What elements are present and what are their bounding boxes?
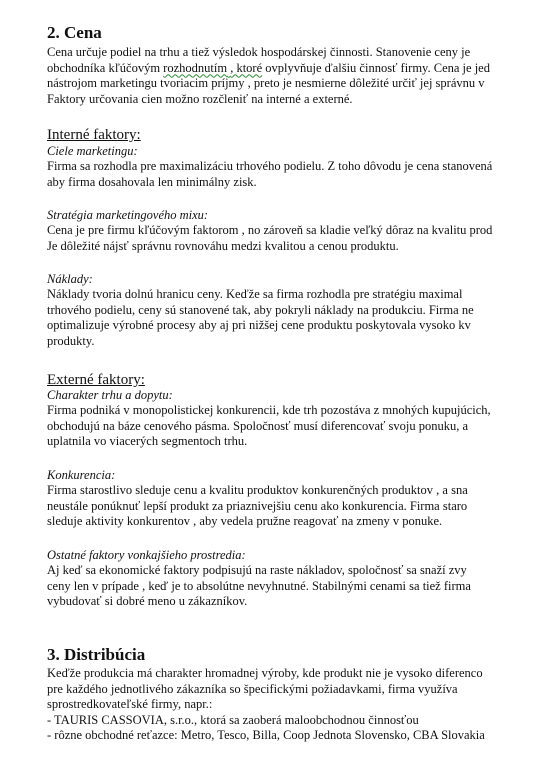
text-line: uplatnila vo viacerých segmentoch trhu. bbox=[47, 434, 248, 449]
marketing-goals-label: Ciele marketingu: bbox=[47, 144, 138, 158]
external-environment-block bbox=[47, 548, 545, 610]
text-line: Keďže produkcia má charakter hromadnej výroby, kde produkt nie je vysoko diferenco bbox=[47, 666, 483, 680]
price-intro-paragraph bbox=[47, 45, 545, 107]
text-line: aby firma dosahovala len minimálny zisk. bbox=[47, 174, 257, 189]
section-3-title bbox=[47, 645, 545, 665]
competition-label: Konkurencia: bbox=[47, 468, 116, 482]
marketing-mix-block bbox=[47, 208, 545, 254]
text-line: produkty. bbox=[47, 333, 95, 348]
text-line: sprostredkovateľské firmy, napr.: bbox=[47, 697, 213, 712]
text-span: obchodníka kľúčovým bbox=[47, 60, 164, 75]
text-line: pre každého jednotlivého zákazníka so špecifickými požiadavkami, firma využíva bbox=[47, 681, 458, 696]
text-line: Náklady tvoria dolnú hranicu ceny. Keďže sa firma rozhodla pre stratégiu maximal bbox=[47, 287, 463, 301]
costs-label: Náklady: bbox=[47, 272, 93, 286]
external-factors-heading: Externé faktory: bbox=[47, 372, 145, 388]
internal-factors-heading: Interné faktory: bbox=[47, 127, 141, 143]
text-line: Je dôležité nájsť správnu rovnováhu medzi kvalitou a cenou produktu. bbox=[47, 238, 399, 253]
text-line: trhového podielu, ceny sú stanovené tak, aby pokryli náklady na produkciu. Firma ne bbox=[47, 302, 474, 317]
text-line bbox=[47, 61, 545, 77]
grammar-flagged-word[interactable]: rozhodnutím bbox=[163, 60, 228, 75]
text-span: ovplyvňuje ďalšiu činnosť firmy. Cena je jed bbox=[262, 60, 490, 75]
marketing-goals-block bbox=[47, 144, 545, 190]
competition-block bbox=[47, 468, 545, 530]
grammar-flagged-word[interactable]: , ktoré bbox=[230, 60, 263, 75]
external-factors-heading-block bbox=[47, 371, 545, 389]
text-line: Faktory určovania cien možno rozčleniť na interné a externé. bbox=[47, 91, 353, 106]
section-3-heading: 3. Distribúcia bbox=[47, 645, 146, 664]
market-demand-block bbox=[47, 388, 545, 450]
list-item: - TAURIS CASSOVIA, s.r.o., ktorá sa zaoberá maloobchodnou činnosťou bbox=[47, 712, 419, 727]
text-line: Firma sa rozhodla pre maximalizáciu trhového podielu. Z toho dôvodu je cena stanovená bbox=[47, 159, 493, 173]
text-line: vybudovať si dobré meno u zákazníkov. bbox=[47, 594, 248, 609]
text-line: obchodujú na báze cenového pásma. Spoločnosť musí diferencovať svoju ponuku, a bbox=[47, 418, 468, 433]
text-line: sleduje aktivity konkurentov , aby vedela pružne reagovať na zmeny v ponuke. bbox=[47, 514, 443, 529]
text-line: Aj keď sa ekonomické faktory podpisujú na raste nákladov, spoločnosť sa snaží zvy bbox=[47, 563, 467, 577]
section-2-heading: 2. Cena bbox=[47, 23, 102, 42]
distribution-paragraph bbox=[47, 666, 545, 744]
section-2-title bbox=[47, 23, 545, 43]
text-line: ceny len v prípade , keď je to absolútne nevyhnutné. Stabilnými cenami sa tiež firma bbox=[47, 578, 471, 593]
text-line: neustále ponúknuť lepší produkt za priaznivejšiu cenu ako konkurencia. Firma staro bbox=[47, 498, 468, 513]
text-line: Firma starostlivo sleduje cenu a kvalitu produktov konkurenčných produktov , a sna bbox=[47, 483, 468, 497]
marketing-mix-label: Stratégia marketingového mixu: bbox=[47, 208, 209, 222]
text-line: nástrojom marketingu tvoriacim príjmy , preto je nesmierne dôležité určiť jej správnu v bbox=[47, 76, 485, 91]
text-line: Firma podniká v monopolistickej konkurencii, kde trh pozostáva z mnohých kupujúcich, bbox=[47, 403, 491, 417]
text-line: Cena určuje podiel na trhu a tiež výsledok hospodárskej činnosti. Stanovenie ceny je bbox=[47, 45, 471, 59]
internal-factors-heading-block bbox=[47, 126, 545, 144]
text-line: optimalizuje výrobné procesy aby aj pri nižšej cene produktu poskytovala vysoko kv bbox=[47, 318, 471, 333]
external-environment-label: Ostatné faktory vonkajšieho prostredia: bbox=[47, 548, 246, 562]
costs-block bbox=[47, 272, 545, 349]
document-page bbox=[47, 0, 545, 780]
market-demand-label: Charakter trhu a dopytu: bbox=[47, 388, 173, 402]
text-line: Cena je pre firmu kľúčovým faktorom , no zároveň sa kladie veľký dôraz na kvalitu prod bbox=[47, 223, 493, 237]
list-item: - rôzne obchodné reťazce: Metro, Tesco, Billa, Coop Jednota Slovensko, CBA Slovakia bbox=[47, 728, 485, 743]
